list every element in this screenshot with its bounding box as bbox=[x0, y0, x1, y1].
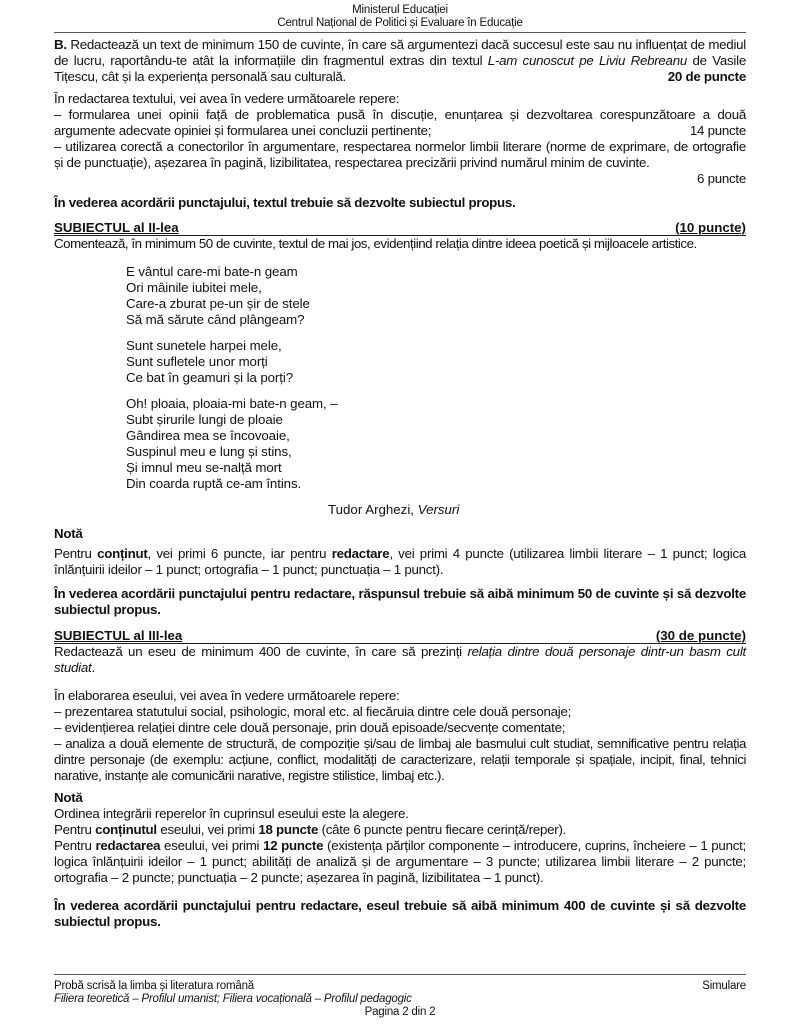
part-b-guide-intro: În redactarea textului, vei avea în vedere următoarele repere: bbox=[54, 91, 400, 106]
exam-page bbox=[54, 0, 746, 930]
subject-2 bbox=[54, 220, 746, 618]
subject-2-title: SUBIECTUL al II-lea bbox=[54, 220, 179, 235]
criterion-2-points: 6 puncte bbox=[696, 171, 746, 186]
part-b-criterion-1: – formularea unei opinii față de problematica pusă în discuție, enunțarea și dezvoltarea corespunzătoare a două argumente adecvate opiniei și formularea unei concluzii pertinente; 14 puncte bbox=[54, 107, 746, 138]
poem-source: Versuri bbox=[417, 502, 460, 517]
subject-3-heading bbox=[54, 628, 746, 644]
ministry-name: Ministerul Educației bbox=[352, 4, 448, 16]
subject-2-instruction: Comentează, în minimum 50 de cuvinte, textul de mai jos, evidențiind relația dintre ideea poetică și mijloacele artistice. bbox=[54, 236, 697, 251]
poem-line: Ce bat în geamuri și la porți? bbox=[126, 370, 293, 385]
part-b bbox=[54, 37, 746, 211]
subject-3-instruction: Redactează un eseu de minimum 400 de cuvinte, în care să prezinți relația dintre două personaje dintr-un basm cult studiat. bbox=[54, 644, 746, 675]
subject-2-requirement: În vederea acordării punctajului pentru redactare, răspunsul trebuie să aibă minimum 50 de cuvinte și să dezvolte subiectul propus. bbox=[54, 586, 746, 617]
subject-3-points: (30 de puncte) bbox=[655, 628, 746, 643]
poem-line: Sunt sufletele unor morți bbox=[126, 354, 268, 369]
poem-stanza bbox=[126, 338, 746, 386]
poem-attribution bbox=[328, 502, 746, 518]
poem-line: Sunt sunetele harpei mele, bbox=[126, 338, 282, 353]
subject-3-title: SUBIECTUL al III-lea bbox=[54, 628, 183, 643]
poem-stanza bbox=[126, 264, 746, 328]
subject-3-criterion: – prezentarea statutului social, psihologic, moral etc. al fiecăruia dintre cele două personaje; bbox=[54, 704, 572, 719]
poem-line: Suspinul meu e lung și stins, bbox=[126, 444, 292, 459]
poem-line: Din coarda ruptă ce-am întins. bbox=[126, 476, 302, 491]
subject-2-heading bbox=[54, 220, 746, 236]
poem-line: E vântul care-mi bate-n geam bbox=[126, 264, 298, 279]
poem-line: Și imnul meu se-nalță mort bbox=[126, 460, 282, 475]
subject-3 bbox=[54, 628, 746, 930]
subject-3-note-order: Ordinea integrării reperelor în cuprinsul eseului este la alegere. bbox=[54, 806, 409, 821]
part-b-points: 20 de puncte bbox=[667, 69, 746, 84]
subject-3-guide-intro: În elaborarea eseului, vei avea în vedere următoarele repere: bbox=[54, 688, 400, 703]
subject-3-note-title: Notă bbox=[54, 790, 83, 805]
poem-line: Ori mâinile iubitei mele, bbox=[126, 280, 262, 295]
center-name: Centrul Național de Politici și Evaluare în Educație bbox=[277, 17, 523, 29]
footer-type: Simulare bbox=[702, 980, 746, 992]
poem-line: Gândirea mea se încovoaie, bbox=[126, 428, 290, 443]
part-b-task: B. Redactează un text de minimum 150 de cuvinte, în care să argumentezi dacă succesul este sau nu influențat de mediul de lucru, raportându-te atât la informațiile din fragmentul extras din textul L-am cunoscut pe Liviu Rebreanu de Vasile Tițescu, cât și la experiența personală sau culturală. 20 de puncte bbox=[54, 37, 746, 84]
header-divider bbox=[54, 32, 746, 33]
part-b-label: B. bbox=[54, 37, 67, 52]
poem-line: Oh! ploaia, ploaia-mi bate-n geam, – bbox=[126, 396, 338, 411]
poem bbox=[126, 264, 746, 492]
poem-author: Tudor Arghezi, bbox=[328, 502, 418, 517]
criterion-1-points: 14 puncte bbox=[689, 123, 746, 138]
subject-3-note-content: Pentru conținutul eseului, vei primi 18 puncte (câte 6 puncte pentru fiecare cerință/reper). bbox=[54, 822, 567, 837]
poem-line: Care-a zburat pe-un șir de stele bbox=[126, 296, 310, 311]
part-b-requirement: În vederea acordării punctajului, textul trebuie să dezvolte subiectul propus. bbox=[54, 195, 516, 210]
subject-2-note-title: Notă bbox=[54, 526, 83, 541]
subject-3-criterion: – evidențierea relației dintre cele două personaje, prin două episoade/secvențe comentate; bbox=[54, 720, 566, 735]
footer-exam: Probă scrisă la limba și literatura română bbox=[54, 980, 254, 992]
page-footer bbox=[54, 974, 746, 1019]
subject-2-note: Pentru conținut, vei primi 6 puncte, iar pentru redactare, vei primi 4 puncte (utilizarea limbii literare – 1 punct; logica înlănțuirii ideilor – 1 punct; ortografia – 1 punct; punctuația – 1 punct). bbox=[54, 546, 746, 577]
poem-line: Subt șirurile lungi de ploaie bbox=[126, 412, 283, 427]
poem-stanza bbox=[126, 396, 746, 492]
footer-page-number: Pagina 2 din 2 bbox=[364, 1006, 436, 1018]
poem-line: Să mă sărute când plângeam? bbox=[126, 312, 305, 327]
subject-3-criterion: – analiza a două elemente de structură, de compoziție și/sau de limbaj ale basmului cult studiat, semnificative pentru relația dintre personaje (de exemplu: acțiune, conflict, modalități de caracterizare, relații temporale și spațiale, incipit, final, tehnici narative, instanțe ale comunicării narative, registre stilistice, limbaj etc.). bbox=[54, 736, 746, 783]
page-header bbox=[54, 0, 746, 30]
subject-3-note-redactare: Pentru redactarea eseului, vei primi 12 puncte (existența părților componente – introducere, cuprins, încheiere – 1 punct; logica înlănțuirii ideilor – 1 punct; abilități de analiză și de argumentare – 3 puncte; utilizarea limbii literare – 2 puncte; ortografia – 2 puncte; punctuația – 2 puncte; așezarea în pagină, lizibilitatea – 1 punct). bbox=[54, 838, 746, 885]
subject-3-requirement: În vederea acordării punctajului pentru redactare, eseul trebuie să aibă minimum 400 de cuvinte și să dezvolte subiectul propus. bbox=[54, 898, 746, 929]
work-title: L-am cunoscut pe Liviu Rebreanu bbox=[487, 53, 687, 68]
part-b-criterion-2: – utilizarea corectă a conectorilor în argumentare, respectarea normelor limbii literare (norme de exprimare, de ortografie și de punctuație), așezarea în pagină, lizibilitatea, respectarea precizării privind numărul minim de cuvinte. bbox=[54, 139, 746, 170]
subject-2-points: (10 puncte) bbox=[675, 220, 746, 235]
footer-track: Filiera teoretică – Profilul umanist; Filiera vocațională – Profilul pedagogic bbox=[54, 993, 412, 1005]
